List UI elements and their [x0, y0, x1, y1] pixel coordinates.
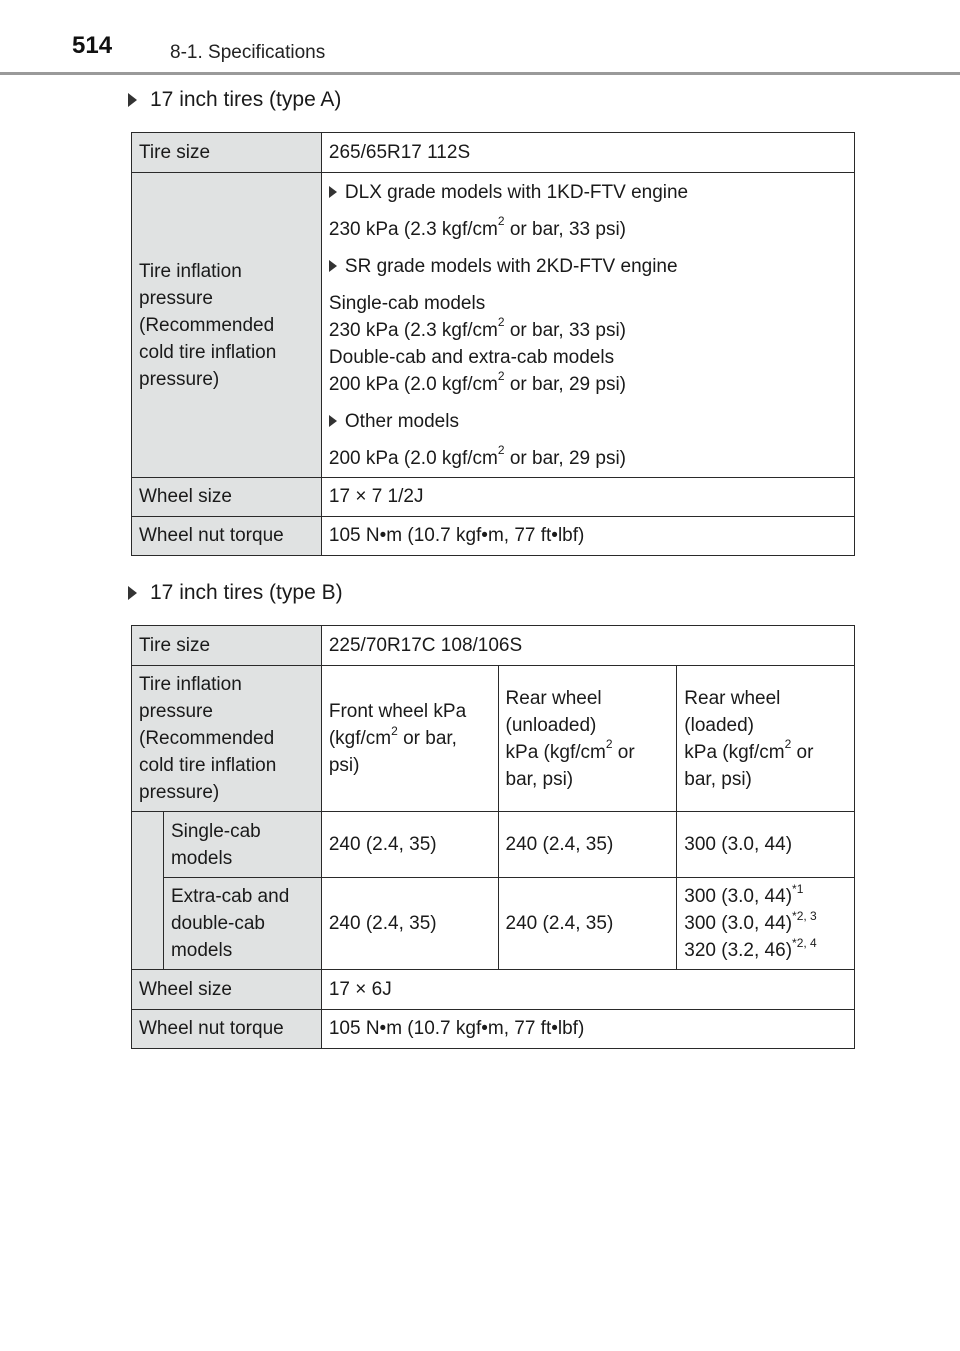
label-line: Tire inflation [139, 674, 242, 695]
wheel-nut-torque-label: Wheel nut torque [132, 517, 322, 556]
table-row [132, 626, 855, 666]
inflation-pressure-values [321, 173, 854, 478]
single-cab-rear-unloaded: 240 (2.4, 35) [498, 812, 677, 878]
tire-size-label: Tire size [132, 626, 322, 666]
pressure-line: 230 kPa (2.3 kgf/$cm^2$ or bar, 33 psi) [328, 315, 627, 341]
footnote-ref: *2, 3 [792, 908, 817, 923]
wheel-nut-torque-label: Wheel nut torque [132, 1010, 322, 1049]
wheel-nut-torque-value: 105 N•m (10.7 kgf•m, 77 ft•lbf) [321, 517, 854, 556]
extra-double-cab-rear-loaded: 300 (3.0, 44)$^{*1}$ 300 (3.0, 44)$^{*2, 3}$ 320 (3.2, 46)$^{*2, 4}$ [677, 878, 855, 970]
subheading-type-a-text: 17 inch tires (type A) [150, 88, 342, 111]
single-cab-label: Single-cab models [163, 812, 321, 878]
extra-double-cab-label: Extra-cab and double-cab models [163, 878, 321, 970]
front-wheel-header: Front wheel kPa ($kgf/cm^2$ or bar, psi) [321, 666, 498, 812]
label-line: Tire inflation [139, 260, 242, 282]
table-row [132, 812, 855, 878]
group-title-text: Other models [344, 410, 459, 432]
tire-size-value: 265/65R17 112S [321, 133, 854, 173]
table-row [132, 133, 855, 173]
label-line: pressure) [139, 368, 220, 390]
table-row [132, 666, 855, 812]
indent-cell [132, 812, 164, 970]
table-row [132, 970, 855, 1010]
footnote-ref: *1 [792, 881, 804, 896]
triangle-bullet-icon [329, 415, 337, 427]
group-title-text: DLX grade models with 1KD-FTV engine [344, 181, 689, 203]
label-line: cold tire inflation [139, 341, 277, 363]
pressure-line: 200 kPa (2.0 kgf/$cm^2$ or bar, 29 psi) [328, 369, 627, 395]
extra-double-cab-rear-unloaded: 240 (2.4, 35) [498, 878, 677, 970]
pressure-line: 200 kPa (2.0 kgf/$cm^2$ or bar, 29 psi) [328, 443, 627, 469]
table-row [132, 878, 855, 970]
tire-spec-table-type-a [131, 132, 855, 556]
table-row [132, 173, 855, 478]
triangle-bullet-icon [128, 93, 137, 107]
triangle-bullet-icon [329, 260, 337, 272]
header-divider [0, 72, 960, 75]
page-header [0, 0, 960, 78]
subheading-type-a [128, 88, 341, 112]
label-line: pressure [139, 701, 213, 722]
group-title [329, 253, 847, 280]
label-line: cold tire inflation [139, 755, 277, 776]
tire-size-label: Tire size [132, 133, 322, 173]
extra-double-cab-front: 240 (2.4, 35) [321, 878, 498, 970]
rear-wheel-unloaded-header: Rear wheel (unloaded) kPa ($kgf/cm^2$ or bar, psi) [498, 666, 677, 812]
group-title [329, 408, 847, 435]
tire-size-value: 225/70R17C 108/106S [321, 626, 854, 666]
footnote-ref: *2, 4 [792, 935, 817, 950]
pressure-line: Single-cab models [328, 292, 486, 314]
section-title: 8-1. Specifications [170, 42, 326, 63]
table-row [132, 517, 855, 556]
page-number: 514 [72, 32, 113, 59]
inflation-pressure-label [132, 173, 322, 478]
wheel-size-label: Wheel size [132, 970, 322, 1010]
subheading-type-b-text: 17 inch tires (type B) [150, 581, 343, 604]
triangle-bullet-icon [329, 186, 337, 198]
label-line: pressure [139, 287, 213, 309]
label-line: pressure) [139, 782, 220, 803]
table-row [132, 478, 855, 517]
group-title-text: SR grade models with 2KD-FTV engine [344, 255, 678, 277]
pressure-line: 230 kPa (2.3 kgf/$cm^2$ or bar, 33 psi) [328, 214, 627, 240]
label-line: (Recommended [139, 314, 275, 336]
table-row [132, 1010, 855, 1049]
inflation-pressure-label [132, 666, 322, 812]
subheading-type-b [128, 581, 343, 605]
triangle-bullet-icon [128, 586, 137, 600]
wheel-size-value: 17 × 6J [321, 970, 854, 1010]
tire-spec-table-type-b [131, 625, 855, 1049]
rear-wheel-loaded-header: Rear wheel (loaded) kPa ($kgf/cm^2$ or bar, psi) [677, 666, 855, 812]
group-title [329, 179, 847, 206]
pressure-line: Double-cab and extra-cab models [328, 346, 615, 368]
single-cab-front: 240 (2.4, 35) [321, 812, 498, 878]
wheel-size-value: 17 × 7 1/2J [321, 478, 854, 517]
wheel-nut-torque-value: 105 N•m (10.7 kgf•m, 77 ft•lbf) [321, 1010, 854, 1049]
wheel-size-label: Wheel size [132, 478, 322, 517]
single-cab-rear-loaded: 300 (3.0, 44) [677, 812, 855, 878]
label-line: (Recommended [139, 728, 275, 749]
